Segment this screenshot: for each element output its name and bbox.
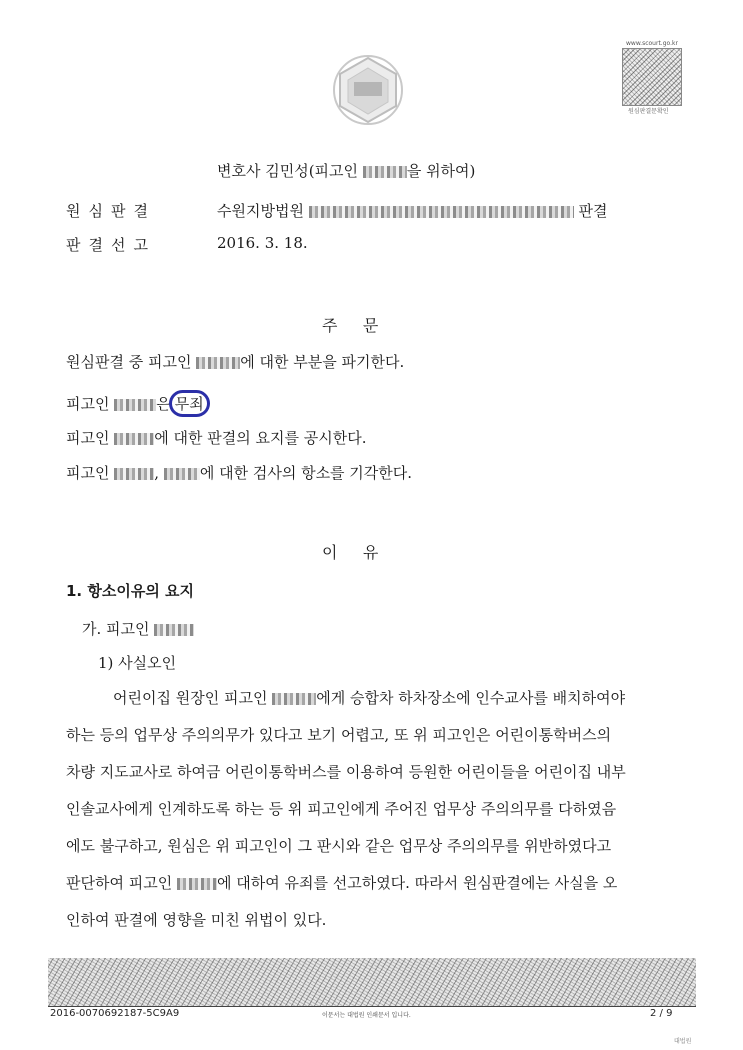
reasons-title: 이 유 bbox=[322, 543, 379, 562]
subsection-a1: 1) 사실오인 bbox=[98, 654, 177, 672]
ruling-date-value: 2016. 3. 18. bbox=[217, 234, 308, 252]
redaction bbox=[196, 357, 240, 369]
qr-code-icon bbox=[622, 48, 682, 106]
security-pattern bbox=[48, 958, 696, 1006]
footer-notice: 이문서는 대법원 인쇄문서 입니다. bbox=[322, 1012, 411, 1019]
counsel-line: 변호사 김민성(피고인 을 위하여) bbox=[217, 162, 476, 180]
court-seal-icon bbox=[330, 52, 406, 128]
order-line-1: 원심판결 중 피고인 에 대한 부분을 파기한다. bbox=[66, 353, 405, 371]
argument-paragraph: 어린이집 원장인 피고인 에게 승합차 하차장소에 인수교사를 배치하여야 하는 등의 업무상 주의의무가 있다고 보기 어렵고, 또 위 피고인은 어린이통학버스의 차량 지도교사로 하여금 어린이통학버스를 이용하여 등원한 어린이들을 어린이집 내부 인솔교사에게 인계하도록 하는 등 위 피고인에게 주어진 업무상 주의의무를 다하였음 에도 불구하고, 원심은 위 피고인이 그 판시와 같은 업무상 주의의무를 위반하였다고 판단하여 피고인 에 대하여 유죄를 선고하였다. 따라서 원심판결에는 사실을 오 인하여 판결에 영향을 미친 위법이 있다. bbox=[66, 689, 626, 929]
ruling-date-label: 판결선고 bbox=[66, 236, 156, 254]
redaction bbox=[164, 468, 200, 480]
document-id: 2016-0070692187-5C9A9 bbox=[50, 1008, 180, 1019]
subsection-a: 가. 피고인 bbox=[82, 618, 194, 639]
original-judgment-label: 원심판결 bbox=[66, 202, 156, 220]
redaction bbox=[114, 468, 154, 480]
redaction bbox=[177, 878, 217, 890]
redaction bbox=[363, 166, 407, 178]
footer-divider bbox=[48, 1006, 696, 1007]
section-heading: 1. 항소이유의 요지 bbox=[66, 582, 195, 600]
order-title: 주 문 bbox=[322, 316, 379, 335]
footer-corner-mark: 대법원 bbox=[674, 1038, 692, 1045]
order-line-4: 피고인 , 에 대한 검사의 항소를 기각한다. bbox=[66, 464, 413, 482]
original-judgment-value: 수원지방법원 판결 bbox=[217, 202, 608, 220]
qr-url: www.scourt.go.kr bbox=[626, 40, 678, 47]
redaction bbox=[272, 693, 316, 705]
redaction bbox=[154, 624, 194, 636]
order-line-2: 피고인 은 무죄 bbox=[66, 390, 210, 417]
order-line-3: 피고인 에 대한 판결의 요지를 공시한다. bbox=[66, 429, 367, 447]
verdict-annotation: 무죄 bbox=[169, 390, 210, 417]
redaction bbox=[309, 206, 574, 218]
redaction bbox=[114, 399, 156, 411]
page-number: 2 / 9 bbox=[650, 1008, 673, 1019]
qr-caption: 원심판결문확인 bbox=[628, 108, 669, 115]
redaction bbox=[114, 433, 154, 445]
